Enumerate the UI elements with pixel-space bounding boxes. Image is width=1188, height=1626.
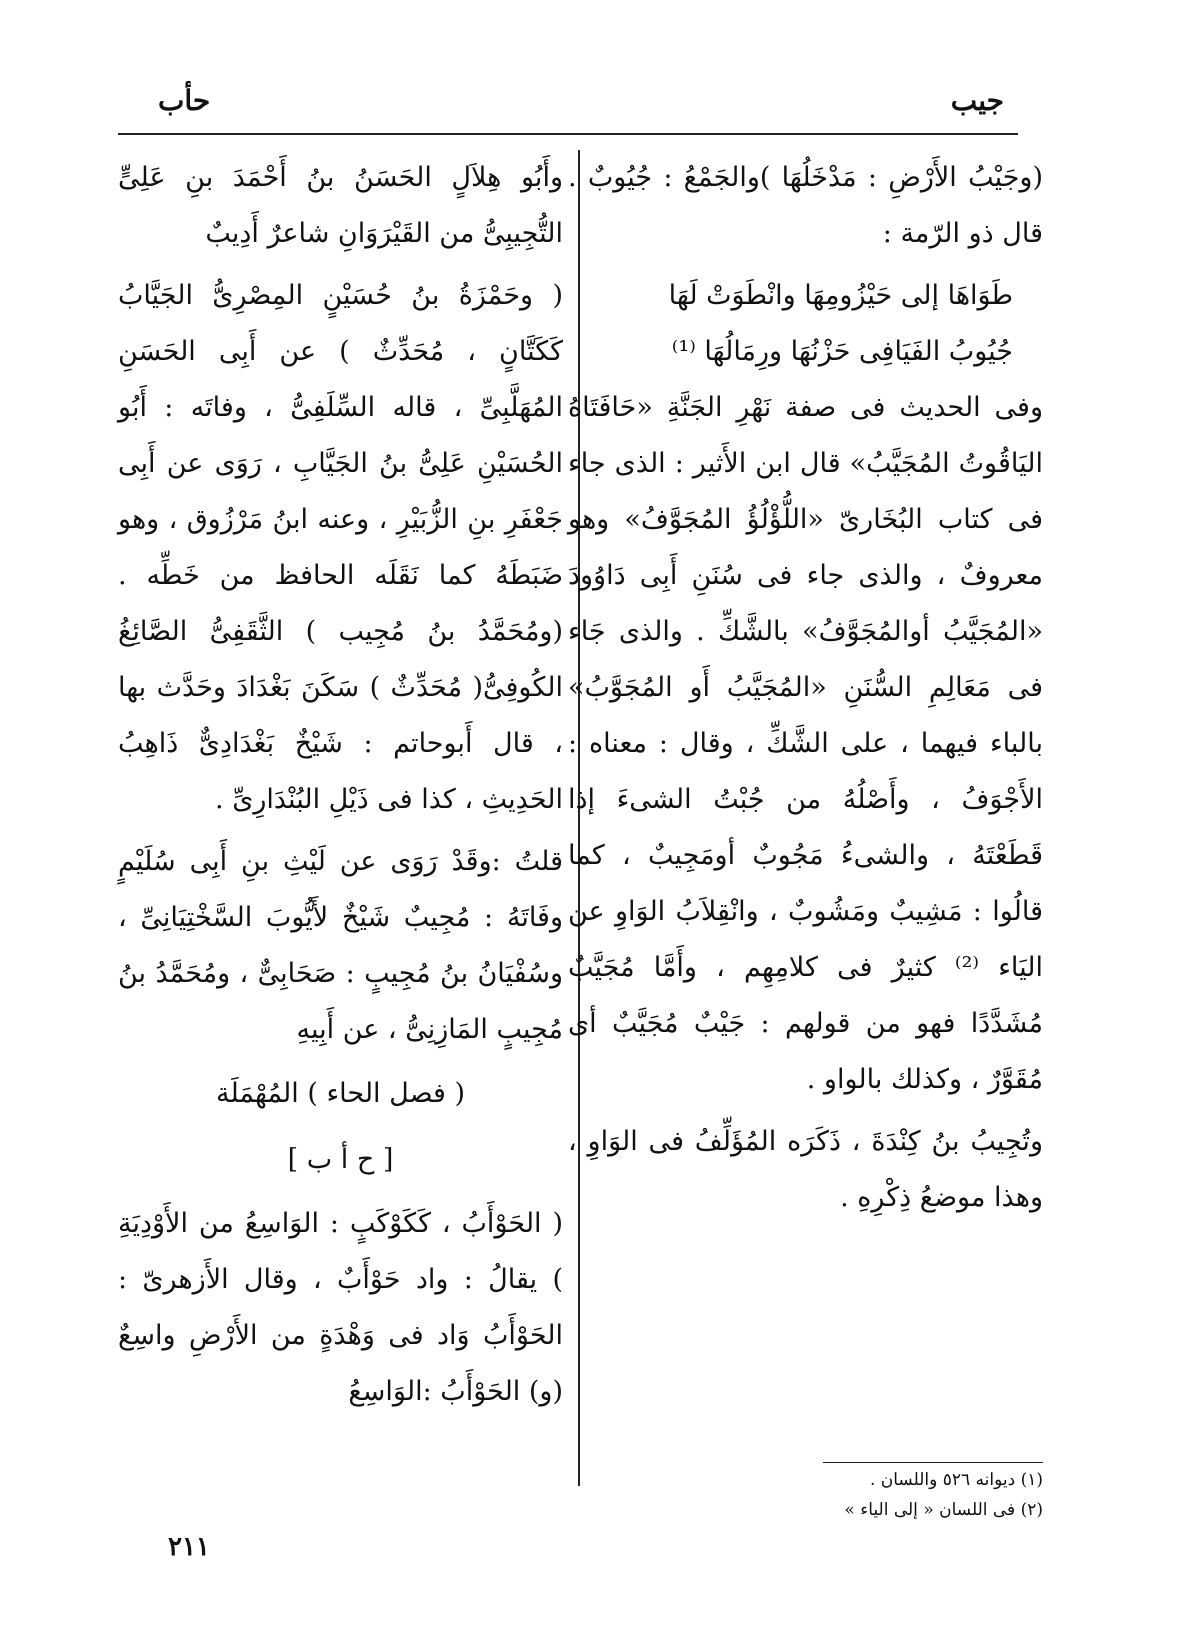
paragraph: وتُجِيبُ بنُ كِنْدَةَ ، ذَكَرَه المُؤَلِّفُ فى الوَاوِ ، وهذا موضعُ ذِكْرِهِ . (568, 1126, 1043, 1213)
paragraph: وفى الحديث فى صفة نَهْرِ الجَنَّةِ «حَافَتَاهُ اليَاقُوتُ المُجَيَّبُ» قال ابن الأَثير : الذى جاء فى كتاب البُخَارىّ «اللُّؤْلُؤُ المُجَوَّفُ» وهو معروفٌ ، والذى جاء فى سُنَنِ أَبِى دَاوُودَ «المُجَيَّبُ أوالمُجَوَّفُ» بالشَّكِّ . والذى جَاء فى مَعَالِمِ السُّنَنِ «المُجَيَّبُ أَو المُجَوَّبُ» بالباء فيهما ، على الشَّكِّ ، وقال : معناه : الأَجْوَفُ ، وأَصْلُهُ من جُبْتُ الشىءَ إذا قَطَعْتَهُ ، والشىءُ مَجُوبٌ أومَجِيبٌ ، كما قالُوا : مَشِيبٌ ومَشُوبٌ ، وانْقِلاَبُ الوَاوِ عن اليَاء ⁽²⁾ كثيرٌ فى كلامِهِم ، وأَمَّا مُجَيَّبٌ مُشَدَّدًا فهو من قولهم : جَيْبٌ مُجَيَّبٌ أى مُقَوَّرٌ ، وكذلك بالواو . (568, 392, 1044, 1095)
paragraph: وأَبُو هِلاَلٍ الحَسَنُ بنُ أَحْمَدَ بنِ عَلِىٍّ التُّجِيبِىُّ من القَيْرَوَانِ شاعرٌ أَدِيبٌ (118, 162, 563, 249)
footnote: (٢) فى اللسان « إلى الياء » (844, 1500, 1043, 1520)
page-number: ٢١١ (168, 1532, 210, 1562)
footnote-rule (823, 1462, 1043, 1463)
paragraph: ( الحَوْأَبُ ، كَكَوْكَبٍ : الوَاسِعُ من الأَوْدِيَةِ ) يقالُ : واد حَوْأَبٌ ، وقال الأَزهرىّ : الحَوْأَبُ وَاد فى وَهْدَةٍ من الأَرْضِ واسِعٌ (و) الحَوْأَبُ :الوَاسِعُ (118, 1208, 563, 1407)
verse-line: جُيُوبُ الفَيَافِى حَزْنُهَا ورِمَالُهَا ⁽¹⁾ (671, 336, 1013, 367)
paragraph: ( وحَمْزَةُ بنُ حُسَيْنٍ المِصْرِىُّ الجَيَّابُ كَكَتَّانٍ ، مُحَدِّثٌ ) عن أَبِى الحَسَنِ المُهَلَّبِىِّ ، قاله السِّلَفِىُّ ، وفاتَه : أَبُو الحُسَيْنِ عَلِىُّ بنُ الجَيَّابِ ، رَوَى عن أَبِى جَعْفَرِ بنِ الزُّبَيْرِ ، وعنه ابنُ مَرْزُوق ، وهو ضَبَطَهُ كما نَقَلَه الحافظ من خَطِّه . (ومُحَمَّدُ بنُ مُجِيب ) الثَّقَفِىُّ الصَّائِغُ الكُوفِىُّ( مُحَدِّثٌ ) سَكَنَ بَغْدَادَ وحَدَّث بها ، قال أَبوحاتم : شَيْخٌ بَغْدَادِىٌّ ذَاهِبُ الحَدِيثِ ، كذا فى ذَيْلِ البُنْدَارِىِّ . (118, 280, 563, 815)
section-title: ( فصل الحاء ) المُهْمَلَة (215, 1078, 466, 1109)
right-column (568, 150, 1043, 1232)
footnote: (١) ديوانه ٥٢٦ واللسان . (869, 1470, 1043, 1490)
left-column (118, 150, 563, 1426)
paragraph: (وجَيْبُ الأَرْضِ : مَدْخَلُهَا )والجَمْعُ : جُيُوبٌ . قال ذو الرّمة : (568, 162, 1043, 249)
running-header-left: حأب (158, 84, 211, 117)
header-rule (118, 133, 1018, 135)
verse-line: طَوَاهَا إلى حَيْزُومِهَا وانْطَوَتْ لَهَا (668, 280, 1013, 311)
paragraph: قلتُ :وقَدْ رَوَى عن لَيْثِ بنِ أَبِى سُلَيْمٍ وفَاتَهُ : مُجِيبٌ شَيْخٌ لأَيُّوبَ السَّخْتِيَانِىِّ ، وسُفْيَانُ بنُ مُجِيبٍ : صَحَابِىٌّ ، ومُحَمَّدُ بنُ مُجِيبٍ المَازِنِىُّ ، عن أَبِيهِ (118, 846, 563, 1045)
entry-heading: [ ح أ ب ] (287, 1144, 394, 1175)
running-header-right: جيب (950, 84, 1004, 117)
